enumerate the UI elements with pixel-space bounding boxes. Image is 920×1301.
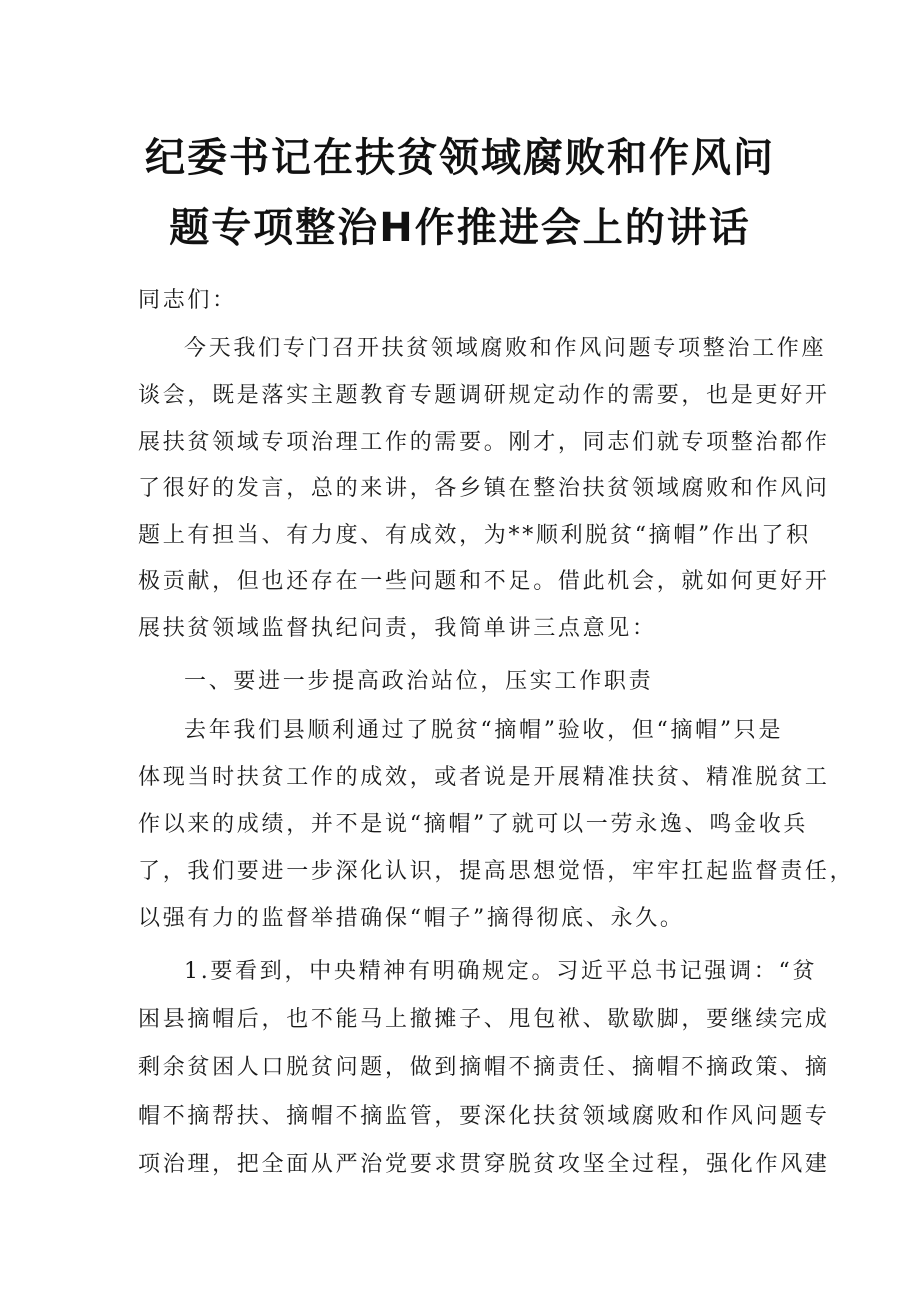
paragraph-line: 剩余贫困人口脱贫问题，做到摘帽不摘责任、摘帽不摘政策、摘 (138, 1055, 830, 1080)
paragraph-line: 体现当时扶贫工作的成效，或者说是开展精准扶贫、精准脱贫工 (138, 765, 830, 790)
paragraph-line: 展扶贫领域专项治理工作的需要。刚才，同志们就专项整治都作 (138, 430, 830, 455)
paragraph-line: 帽不摘帮扶、摘帽不摘监管，要深化扶贫领域腐败和作风问题专 (138, 1104, 830, 1129)
salutation: 同志们： (138, 288, 237, 313)
paragraph-line: 了很好的发言，总的来讲，各乡镇在整治扶贫领域腐败和作风问 (138, 476, 830, 501)
document-title-line-1: 纪委书记在扶贫领域腐败和作风问 (145, 135, 775, 181)
paragraph-line: 了，我们要进一步深化认识，提高思想觉悟，牢牢扛起监督责任， (138, 859, 855, 884)
section-heading: 一、要进一步提高政治站位，压实工作职责 (184, 669, 654, 694)
paragraph-line: 项治理，把全面从严治党要求贯穿脱贫攻坚全过程，强化作风建 (138, 1152, 830, 1177)
paragraph-line: 谈会，既是落实主题教育专题调研规定动作的需要，也是更好开 (138, 383, 830, 408)
paragraph-line: 作以来的成绩，并不是说“摘帽”了就可以一劳永逸、鸣金收兵 (138, 812, 809, 837)
paragraph-line: 今天我们专门召开扶贫领域腐败和作风问题专项整治工作座 (184, 336, 827, 361)
paragraph-line: 题上有担当、有力度、有成效，为**顺利脱贫“摘帽”作出了积 (138, 523, 811, 548)
document-title-line-2: 题专项整治H作推进会上的讲话 (169, 205, 751, 251)
paragraph-line: 去年我们县顺利通过了脱贫“摘帽”验收，但“摘帽”只是 (184, 718, 784, 743)
paragraph-line: 以强有力的监督举措确保“帽子”摘得彻底、永久。 (138, 906, 685, 931)
paragraph-line: 困县摘帽后，也不能马上撤摊子、甩包袱、歇歇脚，要继续完成 (138, 1007, 830, 1032)
paragraph-line: 展扶贫领域监督执纪问责，我简单讲三点意见： (138, 616, 657, 641)
paragraph-line: 极贡献，但也还存在一些问题和不足。借此机会，就如何更好开 (138, 569, 830, 594)
paragraph-line: 1.要看到，中央精神有明确规定。习近平总书记强调：“贫 (184, 959, 818, 984)
